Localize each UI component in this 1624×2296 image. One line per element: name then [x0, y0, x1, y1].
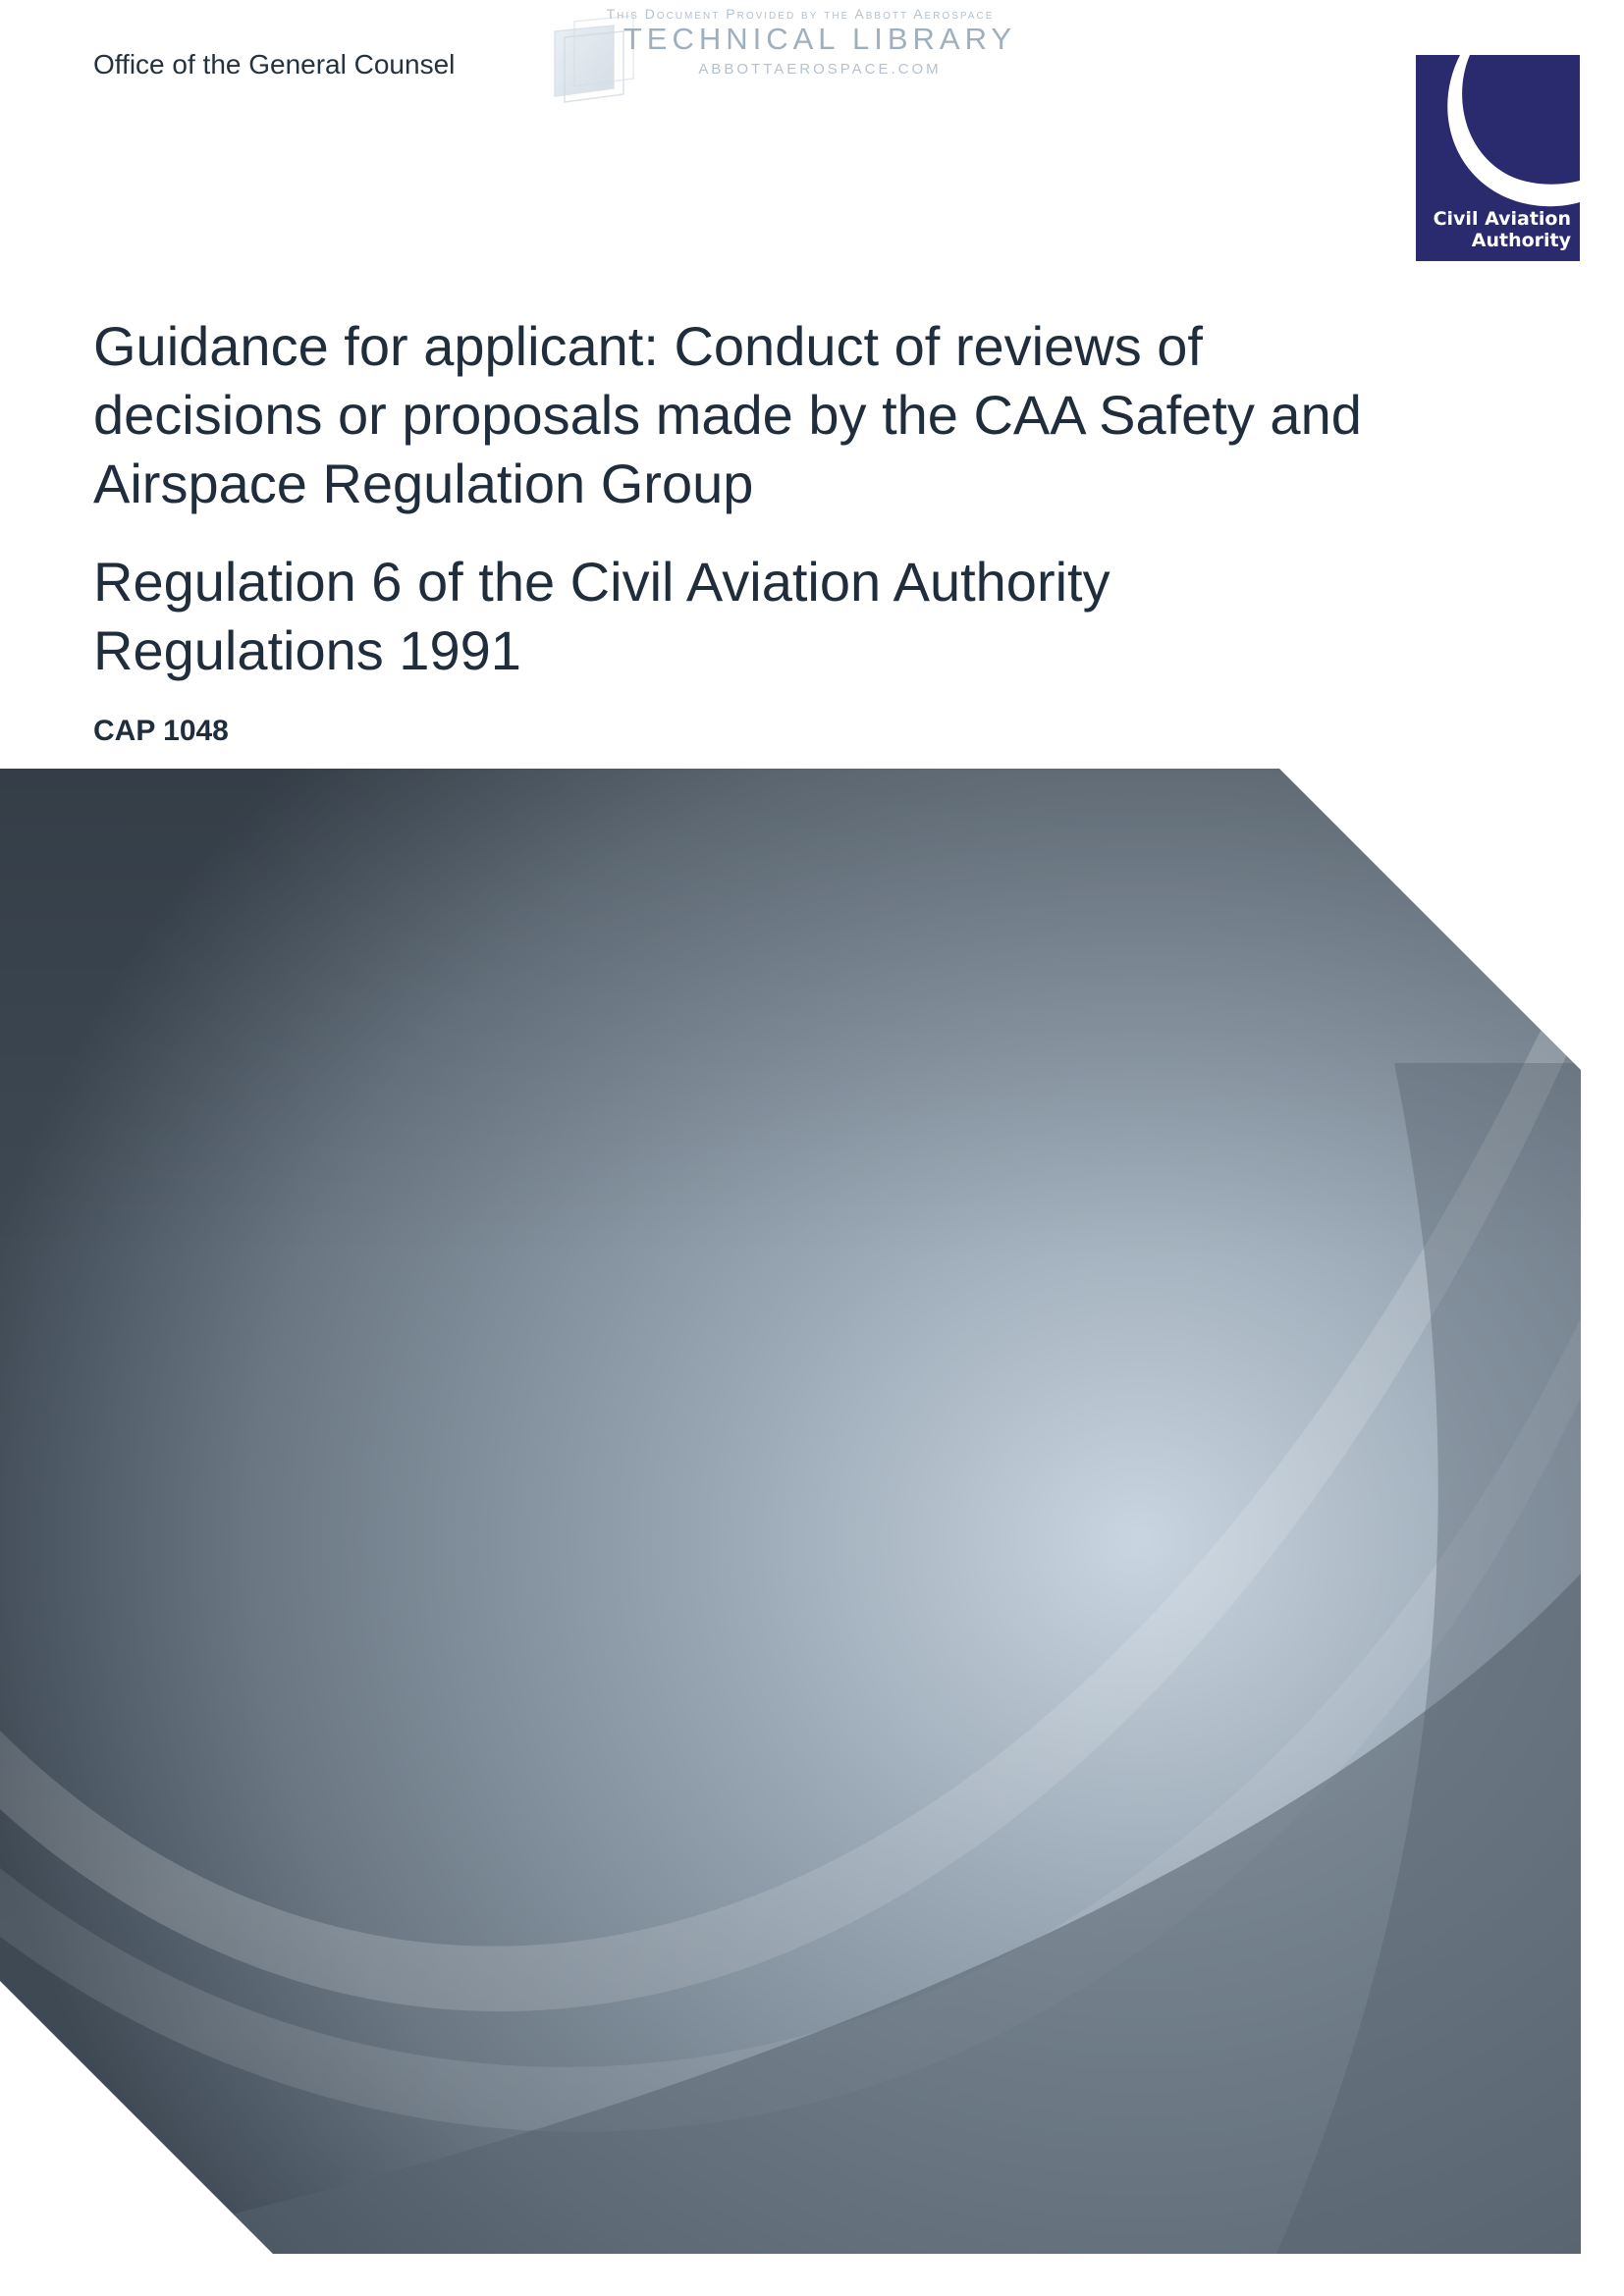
logo-line-1: Civil Aviation	[1433, 208, 1571, 230]
office-label: Office of the General Counsel	[93, 49, 456, 80]
logo-text	[1434, 208, 1571, 251]
watermark-line-3: ABBOTTAEROSPACE.COM	[698, 61, 942, 78]
watermark	[545, 4, 1056, 112]
logo-line-2: Authority	[1471, 230, 1571, 251]
watermark-line-1: This Document Provided by the Abbott Aerospace	[606, 6, 995, 22]
watermark-line-2: TECHNICAL LIBRARY	[623, 22, 1017, 56]
cover-image	[0, 769, 1581, 2254]
caa-logo	[1416, 55, 1580, 261]
document-subtitle: Regulation 6 of the Civil Aviation Authority Regulations 1991	[93, 551, 1110, 681]
document-reference: CAP 1048	[93, 715, 229, 747]
document-title: Guidance for applicant: Conduct of reviews of decisions or proposals made by the CAA Safety and Airspace Regulation Group	[93, 315, 1362, 514]
